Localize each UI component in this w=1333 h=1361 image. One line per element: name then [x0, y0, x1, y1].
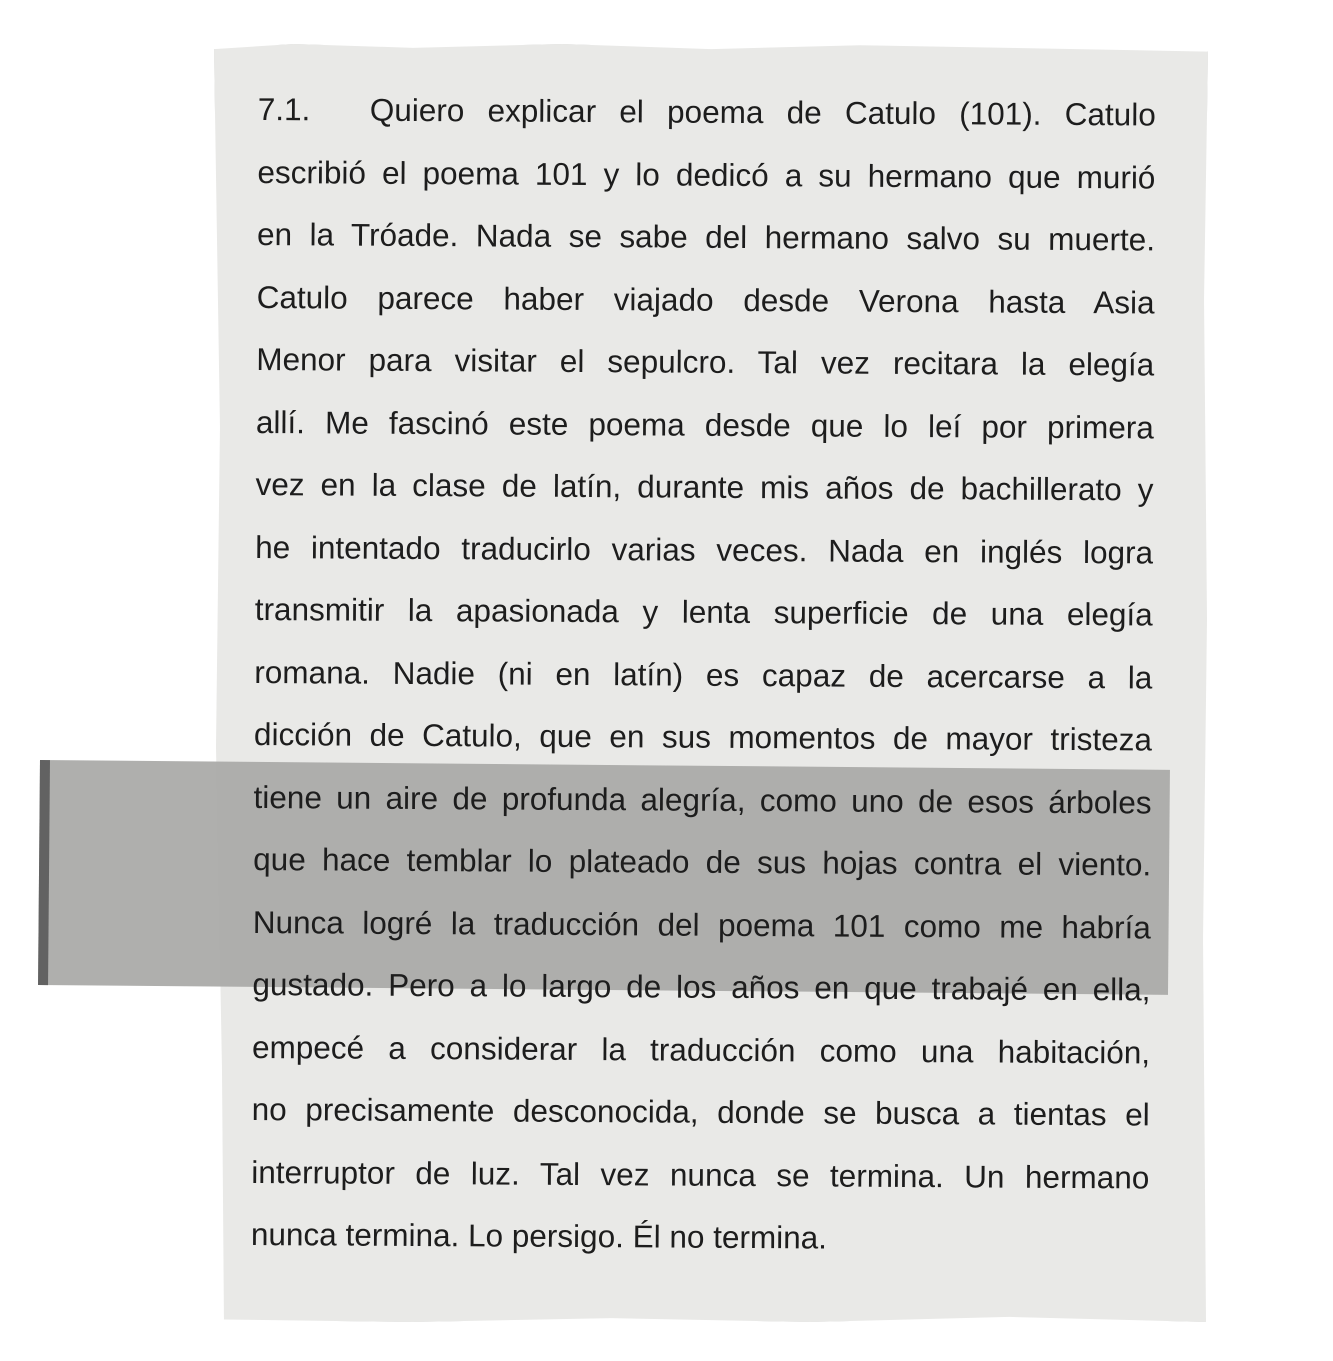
- text-line: he intentado traducirlo varias veces. Nada en inglés logra: [255, 528, 1154, 570]
- text-line: vez en la clase de latín, durante mis años de bachillerato y: [255, 465, 1154, 508]
- text-line: tiene un aire de profunda alegría, como uno de esos árboles: [253, 778, 1152, 820]
- text-line: 7.1. Quiero explicar el poema de Catulo (101). Catulo: [258, 78, 1156, 146]
- text-line: empecé a considerar la traducción como una habitación,: [251, 1028, 1151, 1070]
- text-line: Nunca logré la traducción del poema 101 como me habría: [252, 903, 1151, 945]
- text-line: Menor para visitar el sepulcro. Tal vez recitara la elegía: [256, 340, 1155, 383]
- section-number: 7.1.: [257, 90, 311, 128]
- text-line: allí. Me fascinó este poema desde que lo leí por primera: [255, 403, 1154, 445]
- text-line: romana. Nadie (ni en latín) es capaz de acercarse a la: [254, 653, 1153, 695]
- text-line: en la Tróade. Nada se sabe del hermano salvo su muerte.: [256, 215, 1156, 258]
- text-line: Catulo parece haber viajado desde Verona hasta Asia: [256, 278, 1155, 320]
- text-line: dicción de Catulo, que en sus momentos de mayor tristeza: [253, 715, 1153, 758]
- text-line: escribió el poema 101 y lo dedicó a su hermano que murió: [257, 153, 1156, 195]
- text-line: interruptor de luz. Tal vez nunca se termina. Un hermano: [251, 1153, 1150, 1195]
- text-line: gustado. Pero a lo largo de los años en que trabajé en ella,: [252, 965, 1151, 1008]
- body-text: [251, 78, 1156, 1271]
- text-line: nunca termina. Lo persigo. Él no termina.: [250, 1215, 828, 1256]
- text-line: no precisamente desconocida, donde se busca a tientas el: [251, 1090, 1150, 1133]
- text-line: transmitir la apasionada y lenta superficie de una elegía: [254, 590, 1153, 633]
- text-line: que hace temblar lo plateado de sus hojas contra el viento.: [253, 840, 1152, 883]
